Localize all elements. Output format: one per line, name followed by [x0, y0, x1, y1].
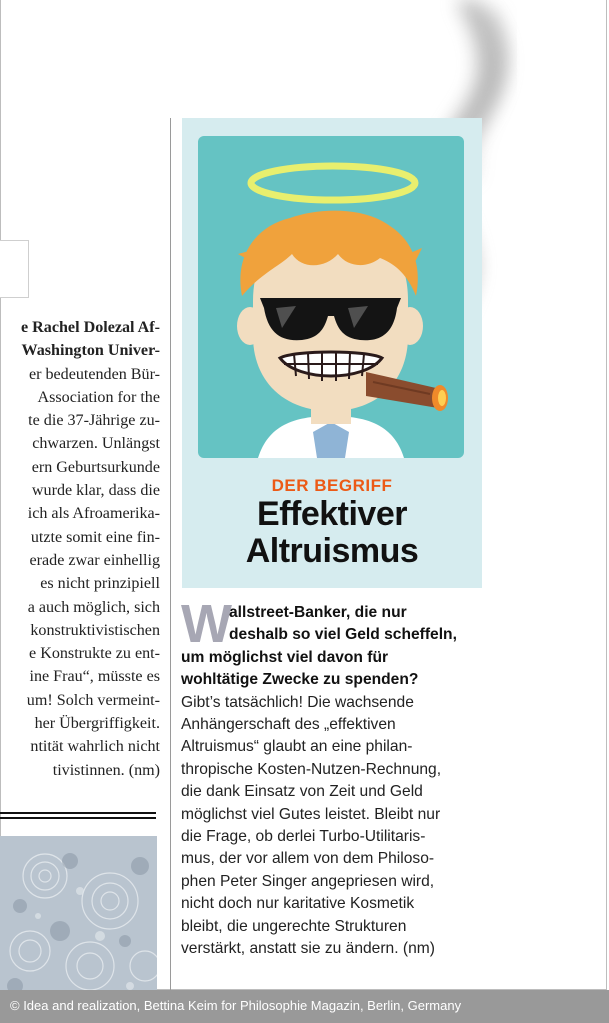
lead-line: deshalb so viel Geld scheffeln,: [229, 626, 457, 644]
body-line: mus, der vor allem von dem Philoso-: [181, 850, 435, 868]
body-line: nicht doch nur karitative Kosmetik: [181, 895, 415, 913]
article-body: [181, 594, 486, 961]
body-line: Anhängerschaft des „effektiven: [181, 716, 396, 734]
body-line: thropische Kosten-Nutzen-Rechnung,: [181, 760, 442, 778]
headline-line: Effektiver: [257, 495, 407, 533]
text-line: es nicht prinzipiell: [40, 575, 160, 593]
fractal-artwork-image: [0, 836, 157, 990]
body-line: Gibt’s tatsächlich! Die wachsende: [181, 693, 414, 711]
text-line: e Konstrukte zu ent-: [29, 645, 160, 663]
body-line: phen Peter Singer angepriesen wird,: [181, 872, 435, 890]
body-line: möglichst viel Gutes leistet. Bleibt nur: [181, 805, 441, 823]
text-line: ntität wahrlich nicht: [30, 738, 160, 756]
text-line: tivistinnen. (nm): [52, 761, 160, 779]
left-inset-box: [0, 240, 29, 298]
box-kicker: DER BEGRIFF: [271, 476, 393, 495]
text-line: Association for the: [37, 388, 160, 406]
text-line: konstruktivistischen: [30, 621, 160, 639]
body-line: Altruismus“ glaubt an eine philan-: [181, 738, 413, 756]
text-line: um! Solch vermeint-: [26, 691, 160, 709]
drop-cap: W: [181, 594, 232, 654]
text-line: te die 37-Jährige zu-: [28, 412, 160, 430]
text-line: utzte somit eine fin-: [30, 528, 160, 546]
text-line: er bedeutenden Bür-: [28, 365, 160, 383]
lead-line: allstreet-Banker, die nur: [229, 604, 407, 621]
previous-article-text: [0, 316, 160, 782]
body-line: die dank Einsatz von Zeit und Geld: [181, 783, 423, 801]
text-line: erade zwar einhellig: [29, 551, 160, 569]
credit-bar: [0, 990, 609, 1023]
banker-angel-illustration: [198, 136, 464, 458]
column-divider: [170, 118, 171, 990]
text-line: Washington Univer-: [21, 342, 160, 360]
lead-line: wohltätige Zwecke zu spenden?: [181, 671, 419, 689]
text-line: ich als Afroamerika-: [27, 505, 160, 523]
text-line: her Übergriffigkeit.: [34, 715, 160, 733]
previous-article-column: [0, 0, 170, 990]
credit-text: © Idea and realization, Bettina Keim for Philosophie Magazin, Berlin, Germany: [10, 998, 462, 1013]
text-line: ern Geburtsurkunde: [31, 458, 160, 476]
lead-line: um möglichst viel davon für: [181, 648, 389, 666]
headline-line: Altruismus: [245, 532, 419, 570]
body-line: bleibt, die ungerechte Strukturen: [181, 917, 407, 935]
double-rule-divider: [0, 812, 156, 819]
text-line: a auch möglich, sich: [27, 598, 160, 616]
text-line: ine Frau“, müsste es: [29, 668, 160, 686]
box-headline: [182, 496, 482, 570]
text-line: wurde klar, dass die: [31, 482, 160, 500]
text-line: chwarzen. Unlängst: [32, 435, 160, 453]
body-line: verstärkt, anstatt sie zu ändern. (nm): [181, 940, 435, 958]
definition-box: [182, 118, 482, 588]
text-line: e Rachel Dolezal Af-: [21, 319, 160, 336]
body-line: die Frage, ob derlei Turbo-Utilitaris-: [181, 828, 426, 846]
